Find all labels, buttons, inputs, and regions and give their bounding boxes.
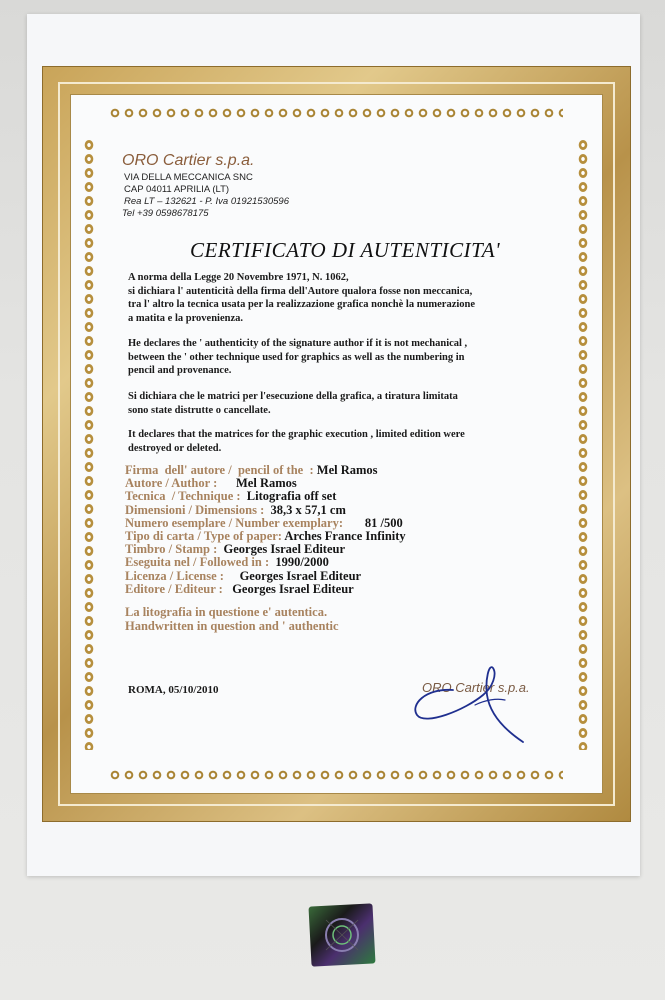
detail-label: Tecnica / Technique : bbox=[125, 489, 244, 504]
detail-label: Editore / Editeur : bbox=[125, 581, 226, 596]
detail-value: Arches France Infinity bbox=[284, 529, 406, 544]
detail-value: Georges Israel Editeur bbox=[217, 542, 346, 557]
detail-value: Georges Israel Editeur bbox=[227, 568, 362, 583]
detail-label: Timbro / Stamp : bbox=[125, 542, 218, 557]
text-line: destroyed or deleted. bbox=[128, 442, 222, 454]
detail-label: Dimensioni / Dimensions : bbox=[125, 502, 268, 517]
authenticity-statement bbox=[125, 605, 339, 633]
detail-value: 81 /500 bbox=[343, 515, 403, 530]
ornament-bottom bbox=[108, 768, 563, 782]
signature-company-name: ORO Cartier s.p.a. bbox=[422, 680, 530, 695]
paragraph-legal-en bbox=[128, 337, 548, 378]
detail-value: 38,3 x 57,1 cm bbox=[267, 502, 346, 517]
text-line: He declares the ' authenticity of the signature author if it is not mechanical , bbox=[128, 338, 468, 349]
detail-label: Autore / Author : bbox=[125, 476, 218, 491]
paragraph-matrices-en bbox=[128, 428, 548, 455]
detail-value: 1990/2000 bbox=[269, 555, 329, 570]
company-name: ORO Cartier s.p.a. bbox=[122, 152, 255, 169]
ornament-right bbox=[577, 138, 589, 750]
text-line: sono state distrutte o cancellate. bbox=[128, 404, 271, 416]
detail-value: Mel Ramos bbox=[316, 463, 378, 477]
text-line: A norma della Legge 20 Novembre 1971, N. 1062, bbox=[128, 272, 349, 283]
text-line: si dichiara l' autenticità della firma dell'Autore qualora fosse non meccanica, bbox=[128, 285, 473, 297]
certificate-title: CERTIFICATO DI AUTENTICITA' bbox=[190, 238, 501, 262]
detail-label: Numero esemplare / Number exemplary: bbox=[125, 515, 344, 530]
paragraph-legal-it bbox=[128, 271, 548, 325]
paragraph-matrices-it bbox=[128, 390, 548, 417]
company-address-2: CAP 04011 APRILIA (LT) bbox=[124, 184, 230, 195]
detail-label: Licenza / License : bbox=[125, 568, 228, 583]
detail-label: Firma dell' autore / pencil of the : bbox=[125, 463, 317, 477]
statement-line-en: Handwritten in question and ' authentic bbox=[125, 619, 339, 633]
handwritten-signature bbox=[405, 660, 540, 750]
ornament-top bbox=[108, 106, 563, 120]
hologram-seal bbox=[306, 902, 378, 968]
text-line: Si dichiara che le matrici per l'esecuzione della grafica, a tiratura limitata bbox=[128, 391, 458, 402]
detail-publisher bbox=[125, 583, 406, 596]
detail-value: Mel Ramos bbox=[217, 476, 297, 491]
text-line: It declares that the matrices for the graphic execution , limited edition were bbox=[128, 429, 465, 440]
text-line: pencil and provenance. bbox=[128, 365, 232, 376]
text-line: tra l' altro la tecnica usata per la realizzazione grafica nonchè la numerazione bbox=[128, 299, 476, 310]
company-registry: Rea LT – 132621 - P. Iva 01921530596 bbox=[124, 196, 289, 207]
detail-label: Eseguita nel / Followed in : bbox=[125, 555, 270, 570]
company-address-1: VIA DELLA MECCANICA SNC bbox=[124, 172, 253, 183]
detail-label: Tipo di carta / Type of paper: bbox=[125, 529, 285, 544]
text-line: between the ' other technique used for graphics as well as the numbering in bbox=[128, 351, 465, 363]
place-and-date: ROMA, 05/10/2010 bbox=[128, 684, 219, 696]
ornament-left bbox=[83, 138, 95, 750]
detail-value: Litografia off set bbox=[243, 489, 337, 504]
text-line: a matita e la provenienza. bbox=[128, 312, 243, 324]
statement-line-it: La litografia in questione e' autentica. bbox=[125, 605, 328, 619]
artwork-details bbox=[125, 464, 406, 596]
company-phone: Tel +39 0598678175 bbox=[122, 208, 209, 219]
detail-value: Georges Israel Editeur bbox=[225, 581, 354, 596]
